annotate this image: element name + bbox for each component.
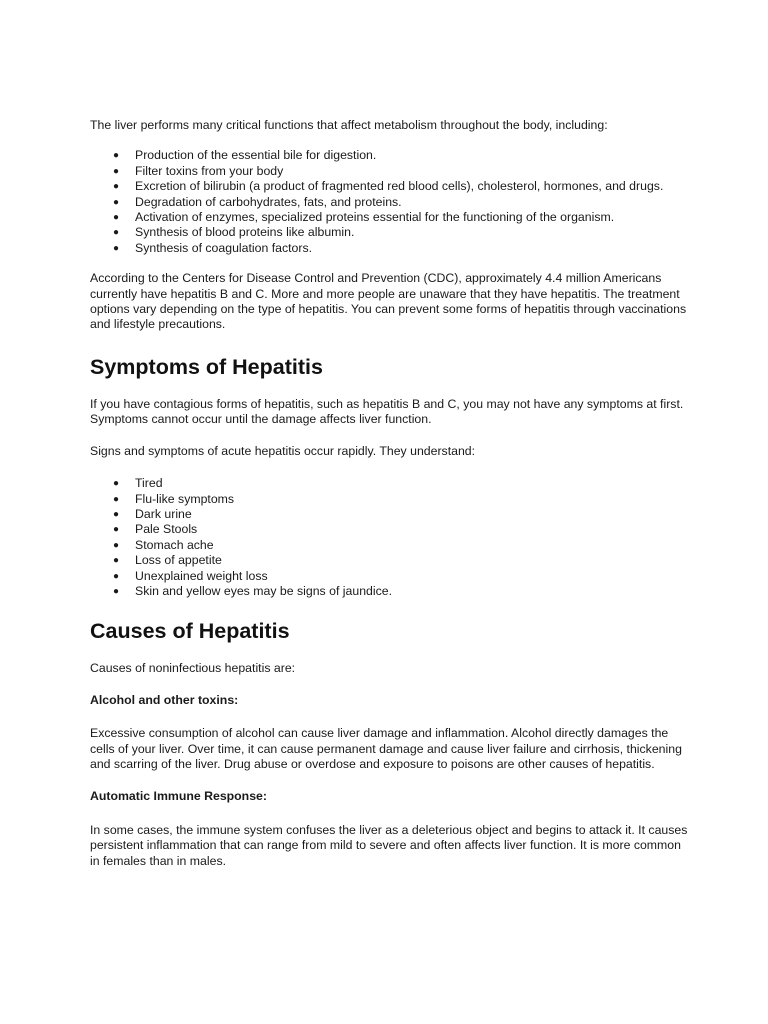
list-item: ● Flu-like symptoms (113, 491, 235, 506)
list-item: ● Tired (113, 476, 163, 491)
bullet-icon: ● (113, 212, 120, 224)
bullet-icon: ● (113, 165, 120, 177)
alcohol-subheading: Alcohol and other toxins: (90, 692, 239, 707)
immune-paragraph: In some cases, the immune system confuses the liver as a deleterious object and begins to attack it. It causes persistent inflammation that can range from mild to severe and often affects liver function. It is more common in females than in males. (90, 822, 688, 868)
bullet-icon: ● (113, 196, 120, 208)
bullet-icon: ● (113, 242, 120, 254)
list-item: ● Production of the essential bile for digestion. (113, 148, 377, 163)
bullet-icon: ● (113, 524, 120, 536)
bullet-icon: ● (113, 478, 120, 490)
symptoms-paragraph-1: If you have contagious forms of hepatitis, such as hepatitis B and C, you may not have any symptoms at first. Symptoms cannot occur until the damage affects liver function. (90, 396, 684, 427)
bullet-icon: ● (113, 570, 120, 582)
list-item: ● Pale Stools (113, 522, 198, 537)
list-item: ● Loss of appetite (113, 553, 222, 568)
liver-functions-list (90, 148, 690, 256)
list-item: ● Stomach ache (113, 537, 214, 552)
list-item: ● Synthesis of blood proteins like albumin. (113, 225, 355, 240)
cdc-paragraph: According to the Centers for Disease Control and Prevention (CDC), approximately 4.4 million Americans currently have hepatitis B and C. More and more people are unaware that they have hepatitis. The treatment options vary depending on the type of hepatitis. You can prevent some forms of hepatitis through vaccinations and lifestyle precautions. (90, 271, 687, 332)
list-item: ● Degradation of carbohydrates, fats, and proteins. (113, 194, 402, 209)
list-item: ● Activation of enzymes, specialized proteins essential for the functioning of the organism. (113, 210, 615, 225)
list-item: ● Skin and yellow eyes may be signs of jaundice. (113, 583, 393, 598)
list-item: ● Filter toxins from your body (113, 163, 284, 178)
list-item: ● Synthesis of coagulation factors. (113, 240, 313, 255)
bullet-icon: ● (113, 555, 120, 567)
list-item: ● Excretion of bilirubin (a product of fragmented red blood cells), cholesterol, hormones, and drugs. (113, 179, 664, 194)
causes-heading: Causes of Hepatitis (90, 619, 290, 644)
list-item: ● Dark urine (113, 506, 192, 521)
bullet-icon: ● (113, 181, 120, 193)
symptoms-paragraph-2: Signs and symptoms of acute hepatitis occur rapidly. They understand: (90, 443, 476, 458)
bullet-icon: ● (113, 150, 120, 162)
list-item: ● Unexplained weight loss (113, 568, 268, 583)
alcohol-paragraph: Excessive consumption of alcohol can cause liver damage and inflammation. Alcohol directly damages the cells of your liver. Over time, it can cause permanent damage and cause liver failure and cirrhosis, thickening and scarring of the liver. Drug abuse or overdose and exposure to poisons are other causes of hepatitis. (90, 726, 682, 771)
symptoms-list (90, 476, 690, 599)
immune-subheading: Automatic Immune Response: (90, 789, 267, 804)
bullet-icon: ● (113, 493, 120, 505)
bullet-icon: ● (113, 539, 120, 551)
causes-intro: Causes of noninfectious hepatitis are: (90, 661, 296, 676)
bullet-icon: ● (113, 508, 120, 520)
intro-paragraph: The liver performs many critical functions that affect metabolism throughout the body, including: (90, 118, 608, 132)
bullet-icon: ● (113, 227, 120, 239)
document-page (90, 118, 690, 869)
bullet-icon: ● (113, 585, 120, 597)
symptoms-heading: Symptoms of Hepatitis (90, 354, 323, 379)
